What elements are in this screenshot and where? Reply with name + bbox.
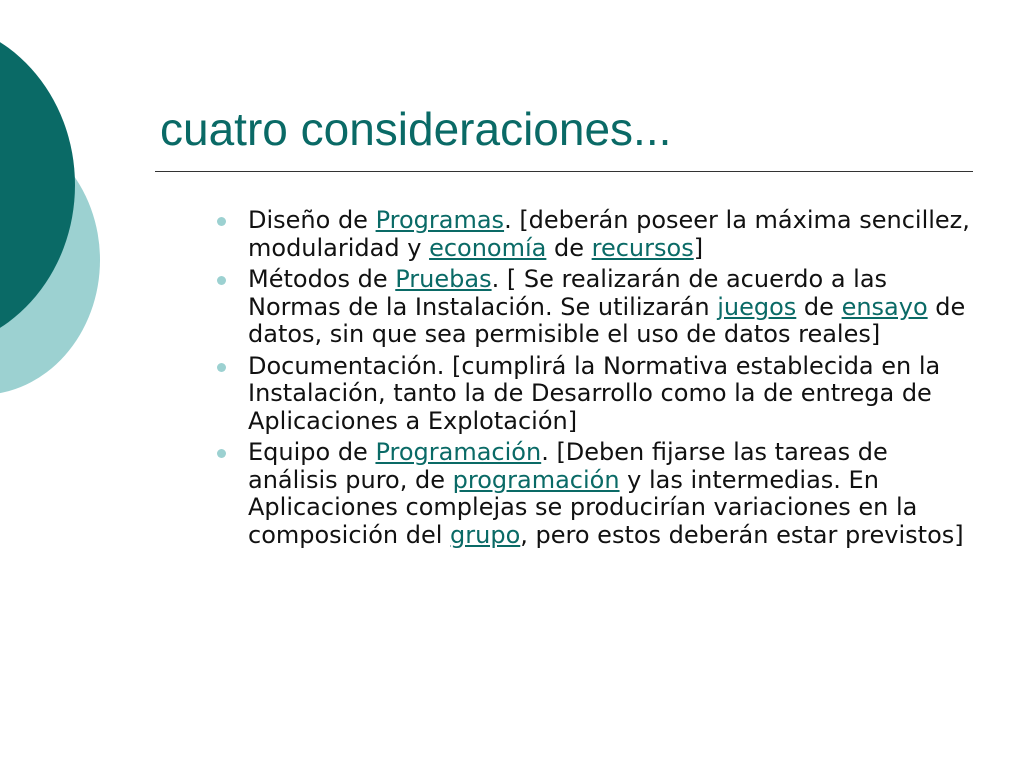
bullet-item-testing [215,266,975,349]
bullet-list [215,207,975,553]
text: . [deberán poseer la máxima sencillez, modularidad y [248,206,970,262]
link-programacion[interactable]: Programación [375,438,542,466]
text: de datos, sin que sea permisible el uso de datos reales] [248,292,966,348]
text: de [796,292,842,321]
link-recursos[interactable]: recursos [591,233,694,262]
link-ensayo[interactable]: ensayo [841,292,928,321]
link-grupo[interactable]: grupo [450,520,521,549]
text: . [ Se realizarán de acuerdo a las Normas de la Instalación. Se utilizarán [248,265,888,321]
bullet-item-documentation [215,353,975,436]
bullet-item-team [215,439,975,549]
bullet-dot-icon [217,363,226,372]
text: Documentación. [cumplirá la Normativa establecida en la Instalación, tanto la de Desarrollo como la de entrega de Aplicaciones a Explotación] [248,351,941,435]
text: Equipo de [248,438,376,466]
text: y las intermedias. En Aplicaciones complejas se producirían variaciones en la composición del [248,465,918,549]
bullet-dot-icon [217,449,226,458]
link-programacion-2[interactable]: programación [452,465,620,494]
text: . [Deben fijarse las tareas de análisis puro, de [248,438,888,494]
bullet-dot-icon [217,217,226,226]
text: Métodos de [248,265,396,293]
link-economia[interactable]: economía [429,233,547,262]
title-divider [155,171,973,172]
text: Diseño de [248,206,376,234]
link-pruebas[interactable]: Pruebas [395,265,492,293]
text: , pero estos deberán estar previstos] [520,520,964,549]
bullet-item-design [215,207,975,262]
link-programas[interactable]: Programas [375,206,505,234]
text: de [546,233,592,262]
text: ] [693,233,704,262]
bullet-dot-icon [217,276,226,285]
link-juegos[interactable]: juegos [717,292,797,321]
slide-title: cuatro consideraciones... [160,103,672,155]
decorative-circles [0,0,120,420]
